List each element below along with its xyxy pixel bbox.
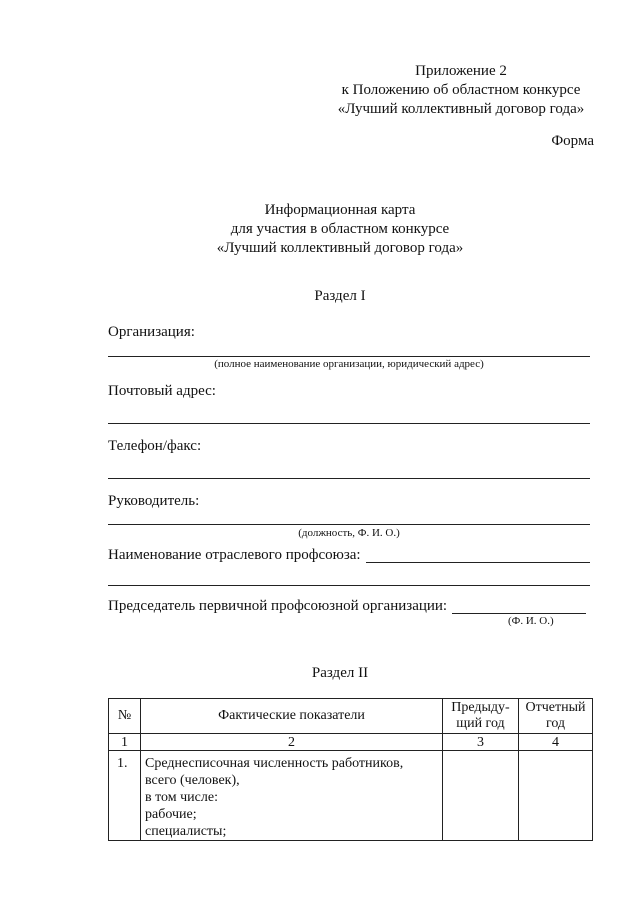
title-line-2: для участия в областном конкурсе	[230, 221, 450, 237]
indicator-line: рабочие;	[145, 807, 197, 822]
header-prev-year	[443, 699, 519, 734]
column-number: 3	[443, 734, 519, 751]
union-field-line-2[interactable]	[108, 585, 590, 586]
prev-year-value-cell[interactable]	[443, 751, 519, 841]
form-label: Форма	[551, 133, 594, 149]
column-number: 2	[141, 734, 443, 751]
header-report-year-line-2: год	[545, 716, 566, 731]
row-num: 1.	[109, 751, 141, 841]
chairman-label: Председатель первичной профсоюзной организации:	[108, 598, 448, 614]
indicator-line: специалисты;	[145, 824, 227, 839]
indicator-line: Среднесписочная численность работников,	[145, 756, 404, 771]
appendix-line-3: «Лучший коллективный договор года»	[337, 101, 585, 117]
organization-field-line[interactable]	[108, 356, 590, 357]
appendix-line-2: к Положению об областном конкурсе	[341, 82, 581, 98]
organization-label: Организация:	[108, 324, 195, 340]
head-label: Руководитель:	[108, 493, 200, 509]
phone-fax-label: Телефон/факс:	[108, 438, 202, 454]
header-num: №	[109, 699, 141, 734]
organization-hint: (полное наименование организации, юридический адрес)	[214, 358, 484, 370]
chairman-field-line[interactable]	[452, 613, 586, 614]
appendix-line-1: Приложение 2	[415, 63, 507, 79]
union-field-line-1[interactable]	[366, 562, 590, 563]
column-number: 4	[519, 734, 593, 751]
header-prev-year-line-2: щий год	[456, 716, 505, 731]
table-header-row	[109, 699, 593, 734]
union-label: Наименование отраслевого профсоюза:	[108, 547, 361, 563]
table-row	[109, 751, 593, 841]
title-line-1: Информационная карта	[264, 202, 416, 218]
document-title	[150, 201, 530, 258]
head-hint: (должность, Ф. И. О.)	[298, 527, 400, 539]
section-1-heading: Раздел I	[314, 288, 366, 304]
column-number-row	[109, 734, 593, 751]
column-number: 1	[109, 734, 141, 751]
postal-address-field-line[interactable]	[108, 423, 590, 424]
header-report-year	[519, 699, 593, 734]
row-indicator	[141, 751, 443, 841]
header-report-year-line-1: Отчетный	[525, 700, 586, 715]
postal-address-label: Почтовый адрес:	[108, 383, 216, 399]
appendix-block	[330, 62, 592, 119]
section-2-heading: Раздел II	[311, 665, 369, 681]
header-prev-year-line-1: Предыду-	[451, 700, 510, 715]
indicator-line: всего (человек),	[145, 773, 240, 788]
title-line-3: «Лучший коллективный договор года»	[216, 240, 464, 256]
header-indicator: Фактические показатели	[141, 699, 443, 734]
report-year-value-cell[interactable]	[519, 751, 593, 841]
phone-fax-field-line[interactable]	[108, 478, 590, 479]
head-field-line[interactable]	[108, 524, 590, 525]
chairman-hint: (Ф. И. О.)	[508, 615, 554, 627]
indicator-line: в том числе:	[145, 790, 218, 805]
indicators-table	[108, 698, 593, 841]
